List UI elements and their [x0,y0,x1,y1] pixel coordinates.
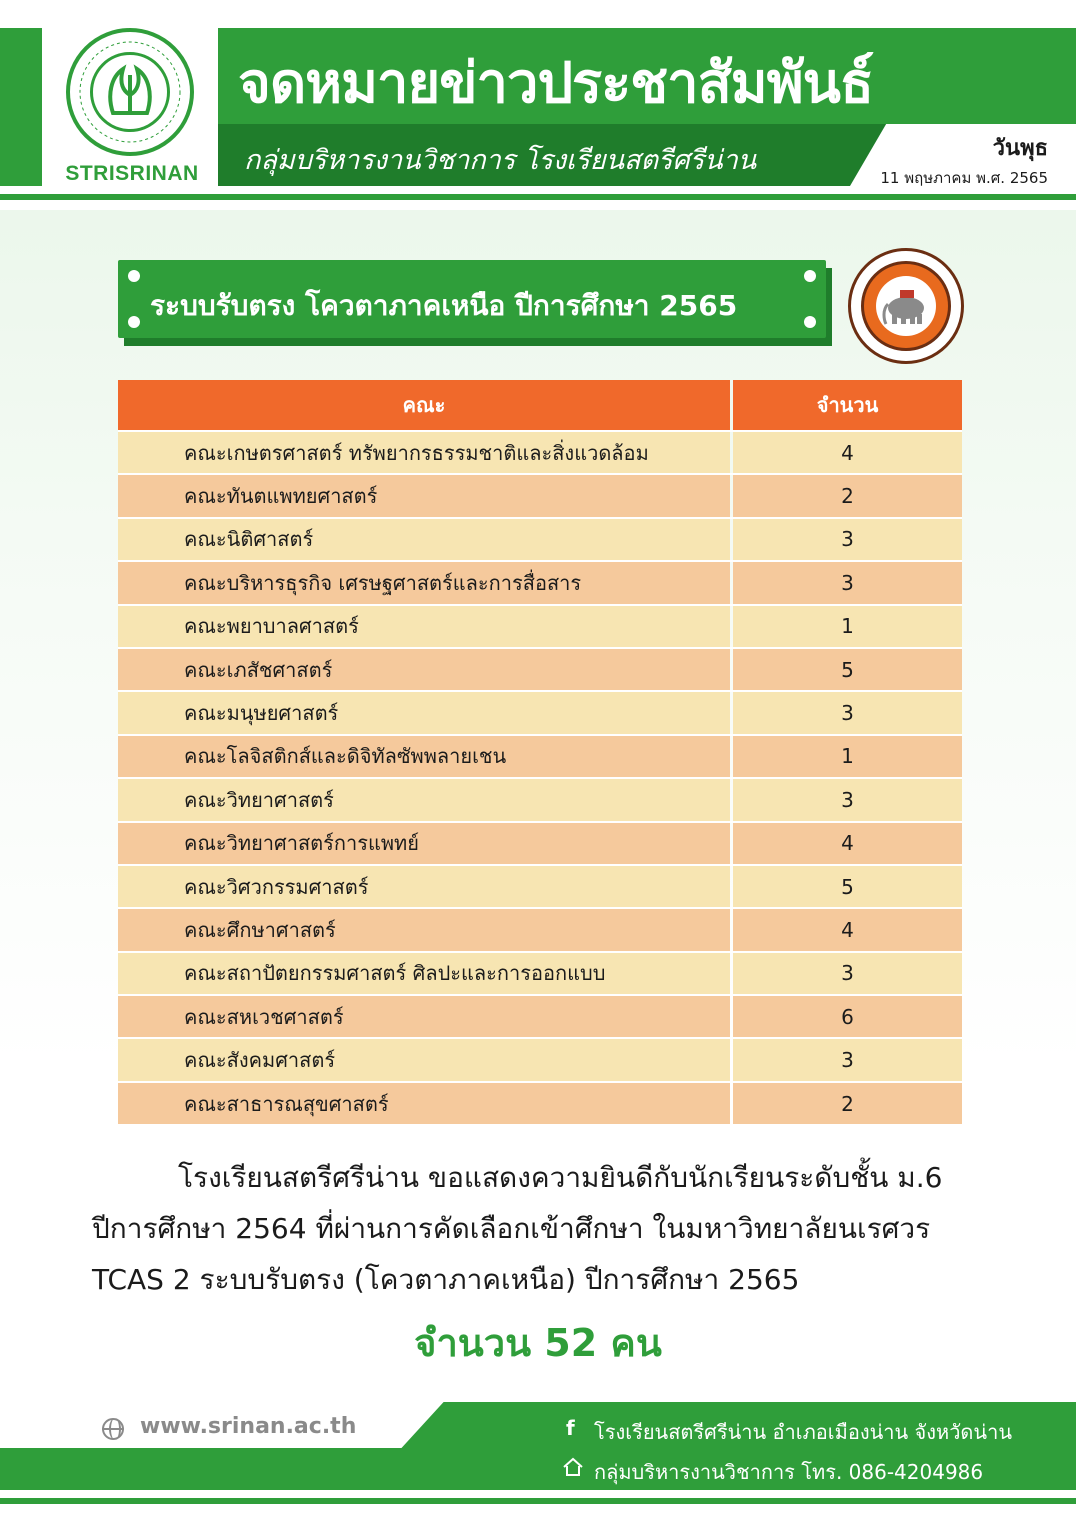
table-row [118,951,962,994]
corner-dot [128,270,140,282]
faculty-name: คณะสหเวชศาสตร์ [118,996,730,1037]
logo-emblem-icon [93,55,167,129]
table-row [118,907,962,950]
newsletter-subtitle: กลุ่มบริหารงานวิชาการ โรงเรียนสตรีศรีน่าน [244,145,757,176]
faculty-name: คณะวิทยาศาสตร์การแพทย์ [118,823,730,864]
faculty-name: คณะนิติศาสตร์ [118,519,730,560]
student-count: 2 [733,475,962,516]
student-count: 5 [733,649,962,690]
faculty-name: คณะโลจิสติกส์และดิจิทัลซัพพลายเชน [118,736,730,777]
table-row [118,1037,962,1080]
faculty-table [118,380,962,1124]
issue-day: วันพุธ [992,136,1048,161]
announcement-line-1 [92,1152,992,1203]
facebook-page-link[interactable]: โรงเรียนสตรีศรีน่าน อำเภอเมืองน่าน จังหวัดน่าน [594,1420,1012,1444]
school-logo-seal [66,28,194,156]
faculty-name: คณะพยาบาลศาสตร์ [118,606,730,647]
student-count: 3 [733,562,962,603]
faculty-name: คณะมนุษยศาสตร์ [118,692,730,733]
table-row [118,473,962,516]
announcement-line-1-text: โรงเรียนสตรีศรีน่าน ขอแสดงความยินดีกับนักเรียนระดับชั้น ม.6 [178,1161,943,1194]
student-count: 3 [733,692,962,733]
header [0,0,1076,210]
table-row [118,647,962,690]
faculty-name: คณะศึกษาศาสตร์ [118,909,730,950]
header-rule [0,194,1076,200]
issue-date: 11 พฤษภาคม พ.ศ. 2565 [880,169,1048,187]
student-count: 1 [733,606,962,647]
contact-phone: กลุ่มบริหารงานวิชาการ โทร. 086-4204986 [594,1460,984,1484]
student-count: 1 [733,736,962,777]
table-body [118,430,962,1124]
faculty-name: คณะบริหารธุรกิจ เศรษฐศาสตร์และการสื่อสาร [118,562,730,603]
header-left-stripe [42,28,48,186]
announcement-text [92,1152,992,1305]
student-count: 4 [733,432,962,473]
table-row [118,777,962,820]
student-count: 5 [733,866,962,907]
corner-dot [128,316,140,328]
table-row [118,430,962,473]
section-title: ระบบรับตรง โควตาภาคเหนือ ปีการศึกษา 2565 [150,289,738,322]
table-row [118,1081,962,1124]
table-row [118,821,962,864]
table-row [118,734,962,777]
header-left-bar [0,28,42,186]
student-count: 4 [733,823,962,864]
table-row [118,517,962,560]
website-link[interactable]: www.srinan.ac.th [140,1414,357,1439]
university-seal [848,248,964,364]
school-logo [52,24,212,194]
footer-rule [0,1498,1076,1504]
faculty-name: คณะวิศวกรรมศาสตร์ [118,866,730,907]
university-seal-core [876,276,936,336]
faculty-name: คณะวิทยาศาสตร์ [118,779,730,820]
faculty-name: คณะสาธารณสุขศาสตร์ [118,1083,730,1124]
faculty-name: คณะสถาปัตยกรรมศาสตร์ ศิลปะและการออกแบบ [118,953,730,994]
student-count: 3 [733,953,962,994]
table-header [118,380,962,430]
table-row [118,994,962,1037]
elephant-icon [876,276,936,336]
student-count: 3 [733,779,962,820]
university-seal-ring [861,261,951,351]
newsletter-title: จดหมายข่าวประชาสัมพันธ์ [238,51,874,116]
student-count: 6 [733,996,962,1037]
home-icon [562,1457,584,1477]
faculty-name: คณะทันตแพทยศาสตร์ [118,475,730,516]
student-count: 2 [733,1083,962,1124]
student-count: 4 [733,909,962,950]
facebook-icon: f [566,1416,575,1440]
corner-dot [804,270,816,282]
announcement-line-3: TCAS 2 ระบบรับตรง (โควตาภาคเหนือ) ปีการศึกษา 2565 [92,1263,800,1296]
table-row [118,864,962,907]
logo-inner-ring [90,52,170,132]
student-count: 3 [733,1039,962,1080]
column-header-count: จำนวน [733,380,962,430]
table-row [118,690,962,733]
student-count: 3 [733,519,962,560]
column-header-faculty: คณะ [118,380,730,430]
total-count: จำนวน 52 คน [414,1321,662,1365]
table-row [118,604,962,647]
faculty-name: คณะสังคมศาสตร์ [118,1039,730,1080]
announcement-line-2: ปีการศึกษา 2564 ที่ผ่านการคัดเลือกเข้าศึกษา ในมหาวิทยาลัยนเรศวร [92,1212,931,1245]
table-row [118,560,962,603]
faculty-name: คณะเภสัชศาสตร์ [118,649,730,690]
faculty-name: คณะเกษตรศาสตร์ ทรัพยากรธรรมชาติและสิ่งแวดล้อม [118,432,730,473]
globe-icon [102,1418,124,1440]
logo-label: STRISRINAN [65,162,199,185]
